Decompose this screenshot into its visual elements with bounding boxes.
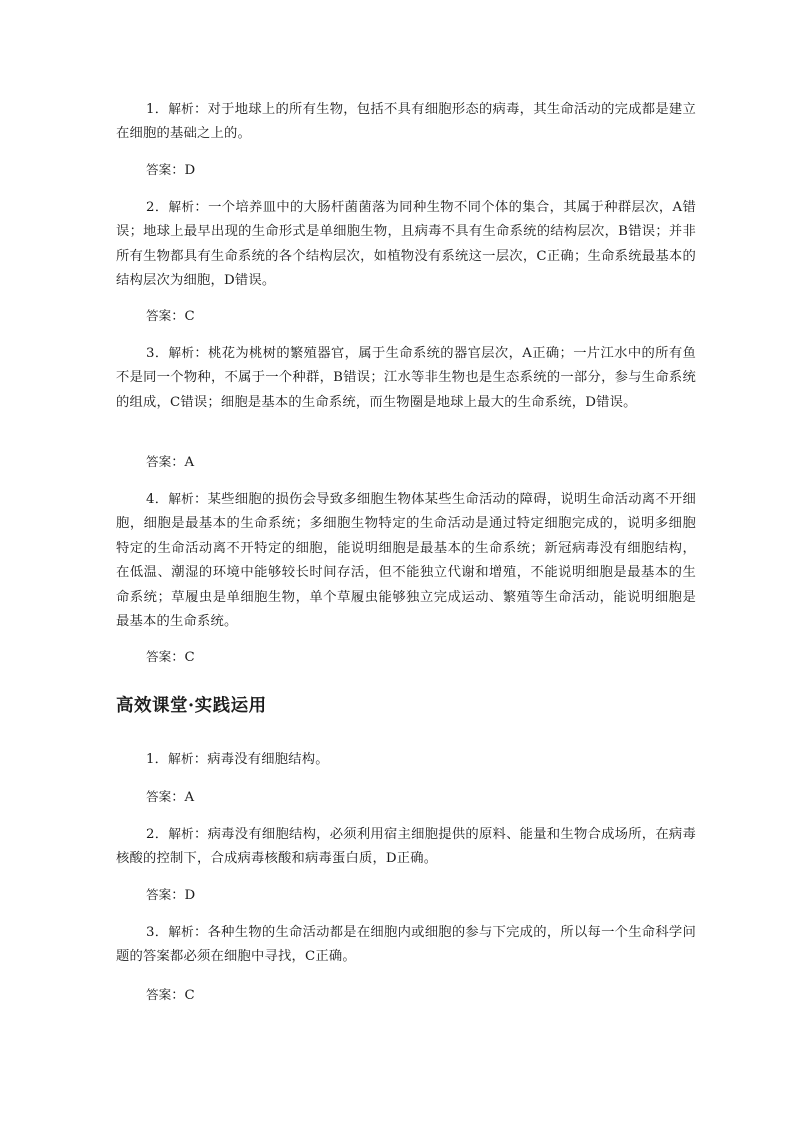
explanation-text: ：对于地球上的所有生物，包括不具有细胞形态的病毒，其生命活动的完成都是建立在细胞的基础之上的。: [116, 102, 696, 142]
answer-label: 答案: [146, 789, 172, 804]
explanation-label: 解析: [168, 101, 195, 116]
explanation-paragraph: [116, 487, 696, 634]
answer-line: [146, 787, 194, 808]
explanation-label: 解析: [168, 924, 195, 939]
answer-label: 答案: [146, 162, 172, 177]
item-number: 2．: [146, 827, 169, 842]
answer-label: 答案: [146, 887, 172, 902]
item-number: 2．: [146, 200, 169, 215]
answer-value: ：C: [171, 988, 195, 1003]
explanation-label: 解析: [168, 826, 195, 841]
explanation-text: ：桃花为桃树的繁殖器官，属于生命系统的器官层次，A正确；一片江水中的所有鱼不是同一个物种，不属于一个种群，B错误；江水等非生物也是生态系统的一部分，参与生命系统的组成，C错误；细胞是基本的生命系统，而生物圈是地球上最大的生命系统，D错误。: [116, 346, 696, 410]
item-number: 1．: [146, 752, 169, 767]
explanation-text: ：各种生物的生命活动都是在细胞内或细胞的参与下完成的，所以每一个生命科学问题的答案都必须在细胞中寻找，C正确。: [116, 925, 696, 965]
answer-line: [146, 985, 195, 1006]
explanation-paragraph: [116, 195, 696, 294]
explanation-label: 解析: [168, 199, 195, 214]
answer-value: ：D: [171, 163, 196, 178]
explanation-paragraph: [116, 341, 696, 415]
answer-value: ：C: [171, 309, 195, 324]
answer-value: ：A: [171, 790, 195, 805]
answer-line: [146, 160, 195, 181]
explanation-paragraph: [116, 822, 696, 872]
item-number: 3．: [146, 925, 169, 940]
explanation-text: ：一个培养皿中的大肠杆菌菌落为同种生物不同个体的集合，其属于种群层次，A错误；地球上最早出现的生命形式是单细胞生物，且病毒不具有生命系统的结构层次，B错误；并非所有生物都具有生命系统的各个结构层次，如植物没有系统这一层次，C正确；生命系统最基本的结构层次为细胞，D错误。: [116, 200, 696, 289]
explanation-paragraph: [116, 97, 696, 147]
explanation-label: 解析: [168, 345, 195, 360]
answer-value: ：D: [171, 888, 196, 903]
explanation-label: 解析: [168, 751, 194, 766]
explanation-text: ：某些细胞的损伤会导致多细胞生物体某些生命活动的障碍，说明生命活动离不开细胞，细胞是最基本的生命系统；多细胞生物特定的生命活动是通过特定细胞完成的，说明多细胞特定的生命活动离不开特定的细胞，能说明细胞是最基本的生命系统；新冠病毒没有细胞结构，在低温、潮湿的环境中能够较长时间存活，但不能独立代谢和增殖，不能说明细胞是最基本的生命系统；草履虫是单细胞生物，单个草履虫能够独立完成运动、繁殖等生命活动，能说明细胞是最基本的生命系统。: [116, 492, 696, 630]
item-number: 4．: [146, 492, 169, 507]
item-number: 3．: [146, 346, 169, 361]
answer-label: 答案: [146, 649, 172, 664]
explanation-text: ：病毒没有细胞结构。: [193, 752, 329, 767]
answer-value: ：C: [171, 650, 195, 665]
answer-line: [146, 647, 195, 668]
explanation-paragraph: [116, 920, 696, 970]
answer-line: [146, 452, 194, 473]
item-number: 1．: [146, 102, 169, 117]
answer-line: [146, 885, 195, 906]
answer-line: [146, 306, 195, 327]
section-heading: 高效课堂·实践运用: [116, 696, 267, 716]
explanation-label: 解析: [168, 491, 195, 506]
answer-label: 答案: [146, 454, 172, 469]
explanation-paragraph: [116, 747, 696, 772]
answer-label: 答案: [146, 987, 172, 1002]
answer-value: ：A: [171, 455, 195, 470]
explanation-text: ：病毒没有细胞结构，必须利用宿主细胞提供的原料、能量和生物合成场所，在病毒核酸的控制下，合成病毒核酸和病毒蛋白质，D正确。: [116, 827, 696, 867]
answer-label: 答案: [146, 308, 172, 323]
